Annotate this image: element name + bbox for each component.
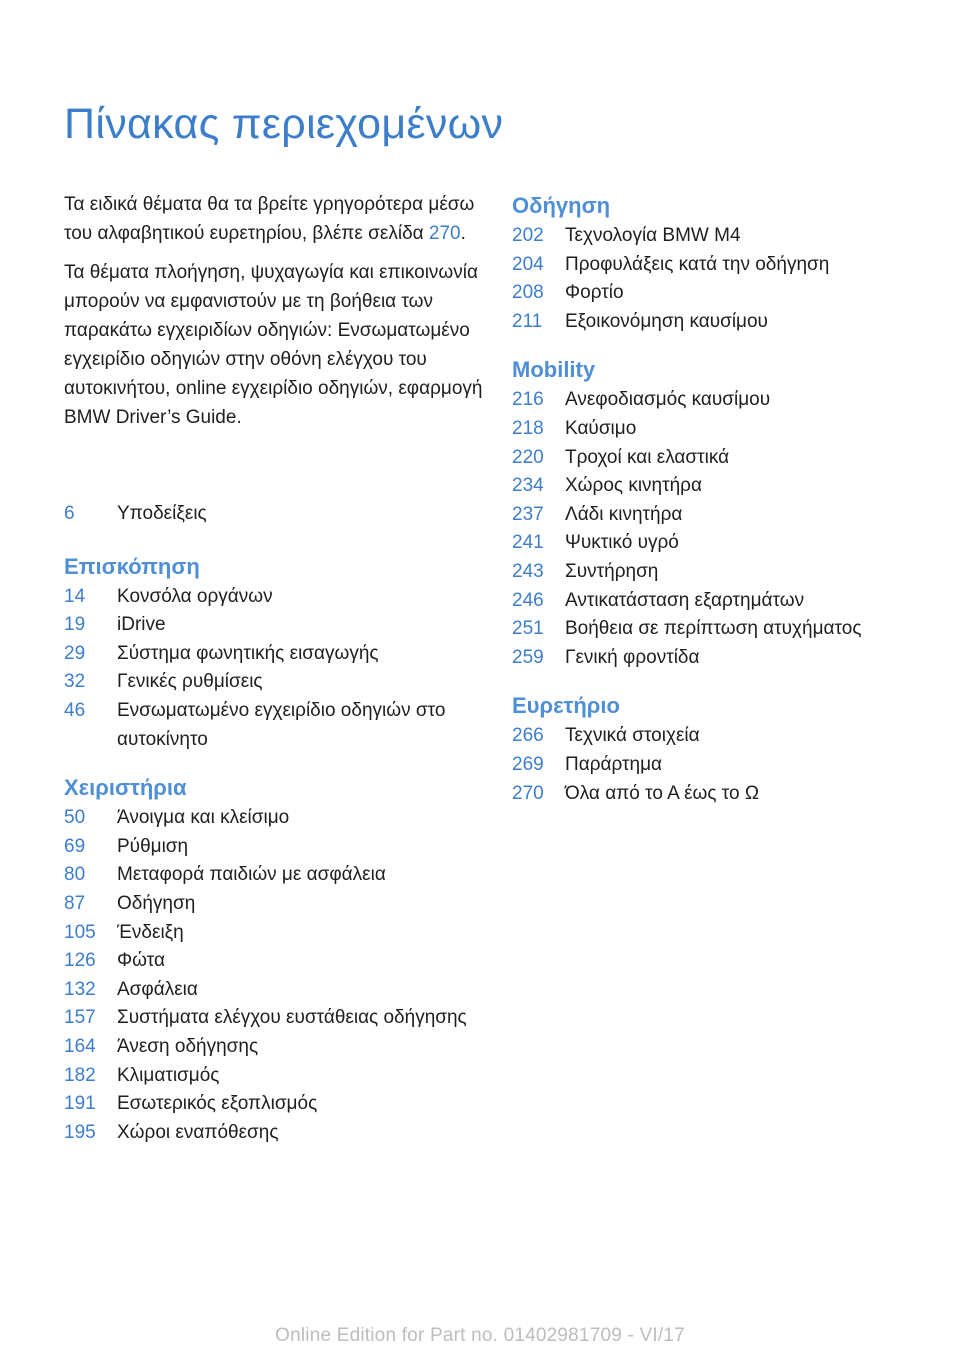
toc-page-number[interactable]: 6 [64, 503, 75, 524]
toc-section [512, 354, 912, 672]
toc-entry[interactable] [512, 279, 912, 308]
toc-entry[interactable] [64, 500, 484, 529]
toc-page-number[interactable]: 126 [64, 950, 96, 972]
toc-entry-title[interactable]: Παράρτημα [565, 753, 663, 775]
toc-entry[interactable] [64, 976, 484, 1005]
toc-list [512, 386, 912, 672]
toc-entry-title[interactable]: Λάδι κινητήρα [565, 503, 683, 525]
toc-entry-title[interactable]: Ενσωματωμένο εγχειρίδιο οδηγιών στο αυτοκίνητο [117, 699, 446, 750]
section-heading: Οδήγηση [512, 193, 611, 218]
toc-entry-title[interactable]: Συντήρηση [565, 560, 659, 582]
toc-page-number[interactable]: 132 [64, 978, 96, 1000]
toc-page-number[interactable]: 80 [64, 864, 86, 886]
toc-entry-title[interactable]: Κονσόλα οργάνων [117, 585, 273, 607]
toc-entry-title[interactable]: Φώτα [117, 950, 165, 972]
toc-page-number[interactable]: 269 [512, 753, 544, 775]
toc-section [512, 690, 912, 808]
toc-entry[interactable] [512, 251, 912, 280]
toc-page-number[interactable]: 182 [64, 1064, 96, 1086]
toc-entry[interactable] [512, 644, 912, 673]
toc-entry-title[interactable]: Εξοικονόμηση καυσίμου [565, 310, 768, 332]
toc-page-number[interactable]: 266 [512, 725, 544, 747]
toc-entry-title[interactable]: Ένδειξη [117, 921, 184, 943]
section-heading: Mobility [512, 357, 596, 383]
toc-page-number[interactable]: 157 [64, 1007, 96, 1029]
toc-entry[interactable] [64, 1062, 484, 1091]
right-column [512, 190, 912, 808]
toc-entry[interactable] [64, 919, 484, 948]
toc-entry[interactable] [512, 386, 912, 415]
toc-page-number[interactable]: 32 [64, 671, 86, 693]
left-column [64, 190, 484, 1147]
toc-page-number[interactable]: 50 [64, 807, 86, 829]
toc-entry-title[interactable]: Ψυκτικό υγρό [565, 532, 679, 554]
toc-page-number[interactable]: 195 [64, 1121, 96, 1143]
toc-list [512, 722, 912, 808]
toc-page-number[interactable]: 246 [512, 589, 544, 611]
toc-page-number[interactable]: 220 [512, 446, 544, 468]
spacer [64, 442, 484, 500]
toc-entry[interactable] [512, 415, 912, 444]
toc-entry[interactable] [512, 529, 912, 558]
toc-page-number[interactable]: 69 [64, 835, 86, 857]
toc-entry-title[interactable]: Ρύθμιση [117, 835, 189, 857]
toc-page-number[interactable]: 204 [512, 253, 544, 275]
toc-entry[interactable] [64, 1090, 484, 1119]
toc-page-number[interactable]: 191 [64, 1093, 96, 1115]
intro-paragraph-1 [64, 190, 484, 248]
toc-entry[interactable] [64, 583, 484, 612]
toc-entry-title[interactable]: Σύστημα φωνητικής εισαγωγής [117, 642, 379, 664]
toc-page-number[interactable]: 251 [512, 618, 544, 640]
toc-entry[interactable] [512, 222, 912, 251]
toc-page-number[interactable]: 46 [64, 699, 86, 721]
section-heading: Επισκόπηση [64, 553, 200, 579]
toc-section [512, 190, 912, 336]
toc-entry[interactable] [64, 1119, 484, 1148]
toc-entry-title[interactable]: Κλιματισμός [117, 1064, 220, 1086]
toc-list [512, 222, 912, 336]
toc-entry[interactable] [64, 1004, 484, 1033]
toc-page-number[interactable]: 29 [64, 642, 86, 664]
toc-entry[interactable] [512, 558, 912, 587]
toc-page-number[interactable]: 234 [512, 475, 544, 497]
toc-entry-title[interactable]: Χώροι εναπόθεσης [117, 1121, 279, 1143]
toc-entry[interactable] [512, 501, 912, 530]
toc-entry[interactable] [64, 861, 484, 890]
toc-entry-title[interactable]: Προφυλάξεις κατά την οδήγηση [565, 253, 830, 275]
toc-page-number[interactable]: 216 [512, 389, 544, 411]
toc-entry[interactable] [64, 697, 484, 754]
toc-entry[interactable] [512, 444, 912, 473]
toc-entry-title[interactable]: Εσωτερικός εξοπλισμός [117, 1093, 318, 1115]
toc-list-top [64, 500, 484, 529]
left-sections [64, 551, 484, 1148]
index-page-link[interactable]: 270 [428, 223, 461, 244]
toc-entry-title[interactable]: Υποδείξεις [117, 503, 207, 524]
toc-entry-title[interactable]: Φορτίο [565, 282, 624, 304]
footer-edition-note: Online Edition for Part no. 01402981709 - VI/17 [275, 1325, 685, 1346]
toc-entry[interactable] [512, 472, 912, 501]
toc-entry[interactable] [64, 890, 484, 919]
toc-entry[interactable] [64, 640, 484, 669]
toc-entry-title[interactable]: iDrive [117, 614, 166, 636]
toc-entry-title[interactable]: Καύσιμο [565, 417, 637, 439]
toc-section [64, 772, 484, 1147]
intro-paragraph-2: Τα θέματα πλοήγηση, ψυχαγωγία και επικοινωνία μπορούν να εμφανιστούν με τη βοήθεια των παρακάτω εγχειριδίων οδηγιών: Ενσωματωμένο εγχειρίδιο οδηγιών στην οθόνη ελέγχου του αυτοκινήτου, online εγχειρίδιο οδηγιών, εφαρμογή BMW Driver’s Guide. [64, 262, 483, 428]
toc-entry-title[interactable]: Ανεφοδιασμός καυσίμου [565, 389, 771, 411]
toc-entry-title[interactable]: Άνεση οδήγησης [117, 1035, 259, 1057]
toc-section [64, 551, 484, 755]
toc-entry[interactable] [512, 722, 912, 751]
section-heading: Ευρετήριο [512, 693, 620, 719]
toc-page-number[interactable]: 202 [512, 225, 544, 246]
toc-entry[interactable] [512, 308, 912, 337]
toc-entry[interactable] [64, 1033, 484, 1062]
toc-page-number[interactable]: 218 [512, 417, 544, 439]
section-heading: Χειριστήρια [64, 775, 187, 801]
toc-entry-title[interactable]: Οδήγηση [117, 892, 196, 914]
toc-entry-title[interactable]: Όλα από το Α έως το Ω [565, 782, 760, 804]
toc-page-number[interactable]: 87 [64, 892, 86, 914]
intro-text: Τα ειδικά θέματα θα τα βρείτε γρηγορότερα μέσω του αλφαβητικού ευρετηρίου, βλέπε σελίδα [64, 194, 475, 244]
toc-page-number[interactable]: 259 [512, 646, 544, 668]
intro-end: . [460, 223, 466, 244]
toc-entry[interactable] [64, 804, 484, 833]
toc-entry-title[interactable]: Μεταφορά παιδιών με ασφάλεια [117, 864, 386, 886]
toc-entry-title[interactable]: Γενικές ρυθμίσεις [117, 671, 263, 693]
toc-page-number[interactable]: 237 [512, 503, 544, 525]
toc-entry-title[interactable]: Γενική φροντίδα [565, 646, 700, 668]
toc-page-number[interactable]: 243 [512, 560, 544, 582]
toc-entry[interactable] [512, 615, 912, 644]
toc-page-number[interactable]: 211 [512, 310, 543, 332]
toc-entry[interactable] [512, 780, 912, 809]
toc-page-number[interactable]: 208 [512, 282, 544, 304]
toc-entry[interactable] [512, 587, 912, 616]
toc-list [64, 804, 484, 1147]
toc-page-number[interactable]: 164 [64, 1035, 96, 1057]
toc-entry-title[interactable]: Τεχνικά στοιχεία [565, 725, 700, 747]
toc-list [64, 583, 484, 755]
right-sections [512, 190, 912, 808]
page-title: Πίνακας περιεχομένων [64, 100, 504, 148]
toc-page-number[interactable]: 241 [512, 532, 544, 554]
toc-entry-title[interactable]: Αντικατάσταση εξαρτημάτων [565, 589, 805, 611]
toc-entry-title[interactable]: Βοήθεια σε περίπτωση ατυχήματος [565, 618, 862, 640]
toc-page-number[interactable]: 270 [512, 782, 544, 804]
toc-entry[interactable] [64, 833, 484, 862]
toc-entry[interactable] [512, 751, 912, 780]
toc-page-number[interactable]: 105 [64, 921, 96, 943]
toc-entry-title[interactable]: Συστήματα ελέγχου ευστάθειας οδήγησης [117, 1007, 467, 1029]
toc-entry-title[interactable]: Χώρος κινητήρα [565, 475, 702, 497]
toc-entry-title[interactable]: Ασφάλεια [117, 978, 198, 1000]
toc-entry[interactable] [64, 611, 484, 640]
toc-entry-title[interactable]: Τεχνολογία BMW M4 [565, 225, 741, 246]
toc-page-number[interactable]: 19 [64, 614, 86, 636]
toc-entry[interactable] [64, 947, 484, 976]
toc-page-number[interactable]: 14 [64, 585, 86, 607]
toc-entry[interactable] [64, 668, 484, 697]
toc-entry-title[interactable]: Τροχοί και ελαστικά [565, 446, 730, 468]
toc-entry-title[interactable]: Άνοιγμα και κλείσιμο [117, 807, 290, 829]
